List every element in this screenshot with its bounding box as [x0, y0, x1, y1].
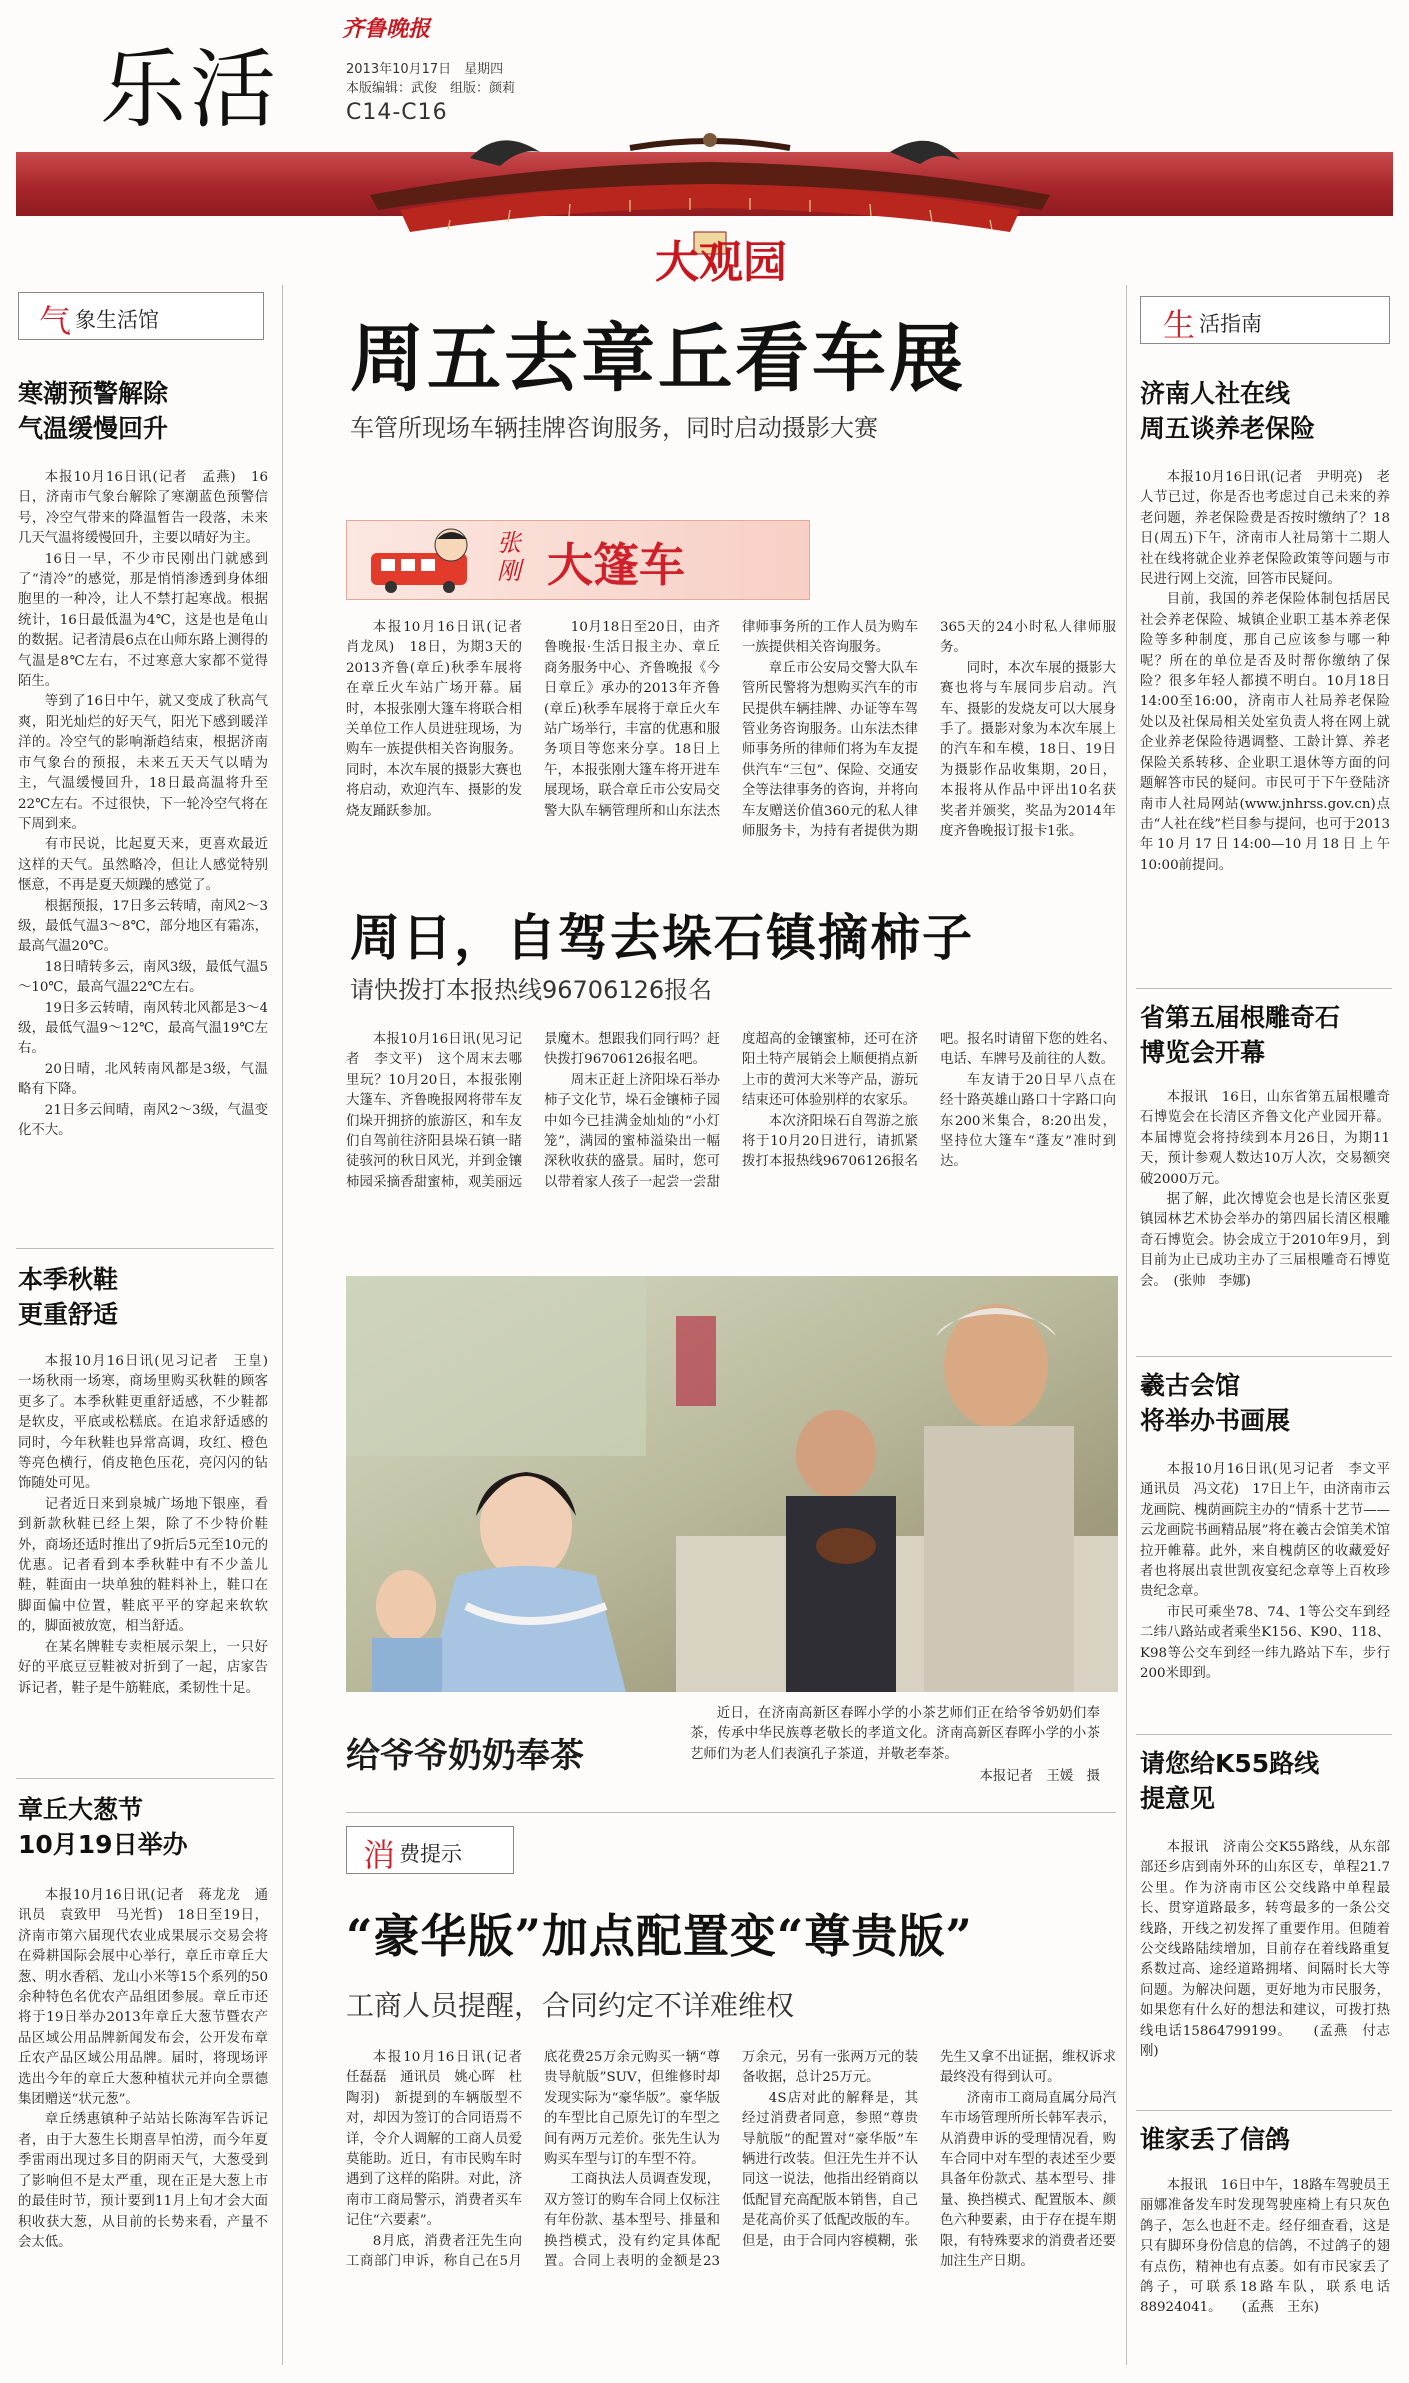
tea-ceremony-photo	[346, 1276, 1118, 1692]
article-body: 本报10月16日讯(记者 蒋龙龙 通讯员 袁致甲 马光哲) 18日至19日，济南市第六届现代农业成果展示交易会将在舜耕国际会展中心举行，章丘市章丘大葱、明水香稻、龙山小米等15个系列的50余种特色名优农产品组团参展。章丘市还将于19日举办2013年章丘大葱节暨农产品区域公用品牌新闻发布会，公开发布章丘农产品区域公用品牌。届时，将现场评选出今年的章丘大葱种植状元并向全票德集团赠送“状元葱”。 章丘绣惠镇种子站站长陈海军告诉记者，由于大葱生长期喜旱怕涝，而今年夏季雷雨出现过多目的阴雨天气，大葱受到了影响但不是太严重，现在正是大葱上市的最佳时节，预计要到11月上旬才会大面积收获大葱，从目前的长势来看，产量不会太低。	[18, 1888, 268, 2250]
article-title: 谁家丢了信鸽	[1140, 2125, 1291, 2154]
story-headline: 周五去章丘看车展	[350, 316, 966, 402]
right-column-rule	[1126, 285, 1127, 2365]
story-headline: 周日，自驾去垛石镇摘柿子	[350, 908, 974, 967]
article-title: 寒潮预警解除 气温缓慢回升	[18, 379, 169, 443]
article-body: 本报讯 济南公交K55路线，从东部部还乡店到南外环的山东区专，单程21.7公里。作为济南市区公交线路中单程最长、贯穿道路最多，转弯最多的一条公交线路，开线之初发挥了重要作用。但随着公交线路陆续增加，目前存在着线路重复系数过高、途经道路拥堵、间隔时长大等问题。为解决问题，更好地为市民服务，如果您有什么好的想法和建议，可拨打热线电话15864799199。 (孟燕 付志刚)	[1140, 1840, 1390, 2060]
page-range: C14-C16	[346, 100, 448, 125]
article-body: 本报10月16日讯(见习记者 王皇) 一场秋雨一场寒，商场里购买秋鞋的顾客更多了。本季秋鞋更重舒适感，不少鞋都是软皮，平底或松糕底。在追求舒适感的同时，今年秋鞋也异常高调，玫红、橙色等亮色横行，俏皮艳色压花，亮闪闪的钻饰随处可见。 记者近日来到泉城广场地下银座，看到新款秋鞋已经上架，除了不少特价鞋外，商场还适时推出了9折后5元至10元的优惠。记者看到本季秋鞋中有不少盖儿鞋，鞋面由一块单独的鞋料补上，鞋口在脚面偏中位置，鞋底平平的穿起来软软的，脚面被放宽，相当舒适。 在某名牌鞋专卖柜展示架上，一只好好的平底豆豆鞋被对折到了一起，店家告诉记者，鞋子是牛筋鞋底，柔韧性十足。	[18, 1354, 282, 1696]
divider	[346, 1812, 1116, 1813]
article-title: 济南人社在线 周五谈养老保险	[1140, 379, 1316, 443]
article-body: 本报10月16日讯(见习记者 李文平 通讯员 冯文花) 17日上午，由济南市云龙画院、槐荫画院主办的“情系十艺节——云龙画院书画精品展”将在羲古会馆美术馆拉开帷幕。此外，来自槐荫区的收藏爱好者也将展出袁世凯夜宴纪念章等上百枚珍贵纪念章。 市民可乘坐78、74、1等公交车到经二纬八路站或者乘坐K156、K90、118、K98等公交车到经一纬九路站下车，步行200米即到。	[1140, 1462, 1404, 1682]
section-label-text: 费提示	[399, 1842, 462, 1866]
column-logo-banner	[346, 520, 810, 600]
section-label-text: 象生活馆	[75, 308, 159, 332]
article-title: 省第五届根雕奇石 博览会开幕	[1140, 1003, 1341, 1067]
section-label-text: 活指南	[1199, 312, 1262, 336]
story-headline: “豪华版”加点配置变“尊贵版”	[346, 1909, 973, 1963]
article-body: 本报10月16日讯(记者 孟燕) 16日，济南市气象台解除了寒潮蓝色预警信号，冷空气带来的降温暂告一段落，未来几天气温将缓慢回升，主要以晴好为主。 16日一早，不少市民刚出门就感到了“清冷”的感觉，那是悄悄渗透到身体细胞里的一种冷，让人不禁打起寒战。根据统计，16日最低温为4℃，这是也是龟山的数据。记者清晨6点在山师东路上测得的气温是8℃左右，不过寒意大家都不觉得陌生。 等到了16日中午，就又变成了秋高气爽，阳光灿烂的好天气，阳光下感到暖洋洋的。冷空气的影响渐趋结束，根据济南市气象台的预报，未来五天天气以晴为主，气温缓慢回升，18日最高温将升至22℃左右。不过很快，下一轮冷空气将在下周到来。 有市民说，比起夏天来，更喜欢最近这样的天气。虽然略冷，但让人感觉特别惬意，不再是夏天烦躁的感觉了。 根据预报，17日多云转晴，南风2～3级，最低气温3～8℃，部分地区有霜冻，最高气温20℃。 18日晴转多云，南风3级，最低气温5～10℃，最高气温22℃左右。 19日多云转晴，南风转北风都是3～4级，最低气温9～12℃，最高气温19℃左右。 20日晴，北风转南风都是3级，气温略有下降。 21日多云间晴，南风2～3级，气温变化不大。	[18, 470, 268, 1138]
article-title: 章丘大葱节 10月19日举办	[18, 1795, 188, 1859]
photo-caption: 近日，在济南高新区春晖小学的小茶艺师们正在给爷爷奶奶们奉茶，传承中华民族尊老敬长的孝道文化。济南高新区春晖小学的小茶艺师们为老人们表演孔子茶道，并敬老奉茶。 本报记者 王媛 摄	[690, 1704, 1100, 1788]
newspaper-logo: 齐鲁晚报	[342, 16, 431, 42]
section-label-initial: 气	[39, 302, 72, 340]
article-title: 羲古会馆 将举办书画展	[1140, 1371, 1291, 1435]
section-label-living	[1140, 296, 1390, 344]
article-body: 本报10月16日讯(记者 尹明亮) 老人节已过，你是否也考虑过自己未来的养老问题，养老保险费是否按时缴纳了？18日(周五)下午，济南市人社局第十二期人社在线将就企业养老保险政策等问题与市民进行网上交流，回答市民疑问。 目前，我国的养老保险体制包括居民社会养老保险、城镇企业职工基本养老保险等多种制度，那自己应该参与哪一种呢？所在的单位是否及时帮你缴纳了保险？很多年轻人都摸不明白。10月18日14:00至16:00，济南市人社局养老保险处以及社保局相关处室负责人将在网上就企业养老保险待遇调整、工龄计算、养老保险关系转移、企业职工退休等方面的问题解答市民的疑问。市民可于下午登陆济南市人社局网站(www.jnhrss.gov.cn)点击“人社在线”栏目参与提问，也可于2013年10月17日14:00—10月18日上午10:00前提问。	[1140, 470, 1390, 873]
divider	[1136, 2110, 1392, 2111]
article-title: 本季秋鞋 更重舒适	[18, 1265, 119, 1329]
masthead-title: 乐活	[100, 40, 280, 140]
masthead-date: 2013年10月17日 星期四	[346, 62, 504, 77]
divider	[16, 1778, 274, 1779]
article-title: 请您给K55路线 提意见	[1140, 1749, 1320, 1813]
bus-cartoon-icon	[365, 525, 485, 595]
story-body: 本报10月16日讯(见习记者 李文平) 这个周末去哪里玩？10月20日，本报张刚大篷车、齐鲁晚报网将带车友们垛开拥挤的旅游区，和车友们自驾前往济阳县垛石镇一睹徒骇河的秋日风光，并到金镶柿园采摘香甜蜜柿，观美丽远景魔木。想跟我们同行吗？赶快拨打96706126报名吧。 周末正赶上济阳垛石举办柿子文化节，垛石金镶柿子园中如今已挂满金灿灿的“小灯笼”，满园的蜜柿溢染出一幅深秋收获的盛景。届时，您可以带着家人孩子一起尝一尝甜度超高的金镶蜜柿，还可在济阳土特产展销会上顺便捎点新上市的黄河大米等产品，游玩结束还可体验别样的农家乐。 本次济阳垛石自驾游之旅将于10月20日进行，请抓紧拨打本报热线96706126报名吧。报名时请留下您的姓名、电话、车牌号及前往的人数。 车友请于20日早八点在经十路英雄山路口十字路口向东200米集合，8:20出发，坚持位大篷车“蓬友”准时到达。	[346, 1032, 1116, 1190]
article-body: 本报讯 16日，山东省第五届根雕奇石博览会在长清区齐鲁文化产业园开幕。本届博览会将持续到本月26日，为期11天，预计参观人数达10万人次，交易额突破2000万元。 据了解，此次博览会也是长清区张夏镇园林艺术协会举办的第四届长清区根雕奇石博览会。协会成立于2010年9月，到目前为止已成功主办了三届根雕奇石博览会。 (张帅 李娜)	[1140, 1090, 1390, 1289]
section-label-weather	[18, 292, 264, 340]
section-label-initial: 生	[1163, 306, 1196, 344]
divider	[16, 1248, 274, 1249]
story-subhead: 工商人员提醒，合同约定不详难维权	[346, 1989, 795, 2022]
section-label-consumer	[346, 1826, 514, 1874]
masthead-editors: 本版编辑：武俊 组版：颜莉	[346, 81, 516, 96]
photo-headline: 给爷爷奶奶奉茶	[346, 1736, 584, 1776]
logo-title: 大篷车	[547, 538, 685, 592]
story-body: 本报10月16日讯(记者 任磊磊 通讯员 姚心晖 杜陶羽) 新提到的车辆版型不对，却因为签订的合同语焉不详，令介人调解的工商人员爱莫能助。近日，有市民购车时遇到了这样的陷阱。对此，济南市工商局警示，消费者买车记住“六要素”。 8月底，消费者汪先生向工商部门申诉，称自己在5月底花费25万余元购买一辆“尊贵导航版”SUV，但维修时却发现实际为“豪华版”。豪华版的车型比自己原先订的车型之间有两万元差价。张先生认为购买车型与订的车型不符。 工商执法人员调查发现，双方签订的购车合同上仅标注有年份款、基本型号、排量和换挡模式，没有约定具体配置。合同上表明的金额是23万余元，另有一张两万元的装备收据，总计25万元。 4S店对此的解释是，其经过消费者同意，参照“尊贵导航版”的配置对“豪华版”车辆进行改装。但汪先生并不认同这一说法，他指出经销商以低配冒充高配版本销售，自己是花高价买了低配改版的车。但是，由于合同内容模糊，张先生又拿不出证据，维权诉求最终没有得到认可。 济南市工商局直属分局汽车市场管理所所长韩军表示，从消费申诉的受理情况看，购车合同中对车型的表述至少要具备年份款式、基本型号、排量、换挡模式、配置版本、颜色六种要素，由于存在提车期限，有特殊要求的消费者还要加注生产日期。	[346, 2050, 1116, 2270]
photo-credit: 本报记者 王媛 摄	[979, 1769, 1100, 1785]
logo-name: 张刚	[497, 529, 521, 585]
divider	[1136, 1356, 1392, 1357]
divider	[1136, 1734, 1392, 1735]
left-column-rule	[282, 285, 283, 2365]
divider	[1136, 988, 1392, 989]
story-subhead: 车管所现场车辆挂牌咨询服务，同时启动摄影大赛	[350, 414, 878, 442]
section-label-initial: 消	[363, 1836, 396, 1874]
banner-title: 大观园	[655, 237, 787, 288]
story-subhead: 请快拨打本报热线96706126报名	[350, 976, 713, 1004]
article-body: 本报讯 16日中午，18路车驾驶员王丽娜准备发车时发现驾驶座椅上有只灰色鸽子，怎么也赶不走。经仔细查看，这是只有脚环身份信息的信鸽，不过鸽子的翅有点伤，精神也有点萎。如有市民家丢了鸽子，可联系18路车队，联系电话88924041。 (孟燕 王东)	[1140, 2178, 1390, 2316]
story-body: 本报10月16日讯(记者 肖龙凤) 18日，为期3天的2013齐鲁(章丘)秋季车展将在章丘火车站广场开幕。届时，本报张刚大篷车将联合相关单位工作人员进驻现场，为购车一族提供相关咨询服务。同时，本次车展的摄影大赛也将启动，欢迎汽车、摄影的发烧友踊跃参加。 10月18日至20日，由齐鲁晚报·生活日报主办、章丘商务服务中心、齐鲁晚报《今日章丘》承办的2013年齐鲁(章丘)秋季车展将于章丘火车站广场举行，丰富的优惠和服务项目等您来分享。18日上午，本报张刚大篷车将开进车展现场，联合章丘市公安局交警大队车辆管理所和山东法杰律师事务所的工作人员为购车一族提供相关咨询服务。 章丘市公安局交警大队车管所民警将为想购买汽车的市民提供车辆挂牌、办证等车驾管业务咨询服务。山东法杰律师事务所的律师们将为车友提供汽车“三包”、保险、交通安全等法律事务的咨询，并将向车友赠送价值360元的私人律师服务卡，为持有者提供为期365天的24小时私人律师服务。 同时，本次车展的摄影大赛也将与车展同步启动。汽车、摄影的发烧友可以大展身手了。摄影对象为本次车展上的汽车和车模，18日、19日为摄影作品收集期，20日，本报将从作品中评出10名获奖者并颁奖，奖品为2014年度齐鲁晚报订报卡1张。	[346, 620, 1116, 840]
